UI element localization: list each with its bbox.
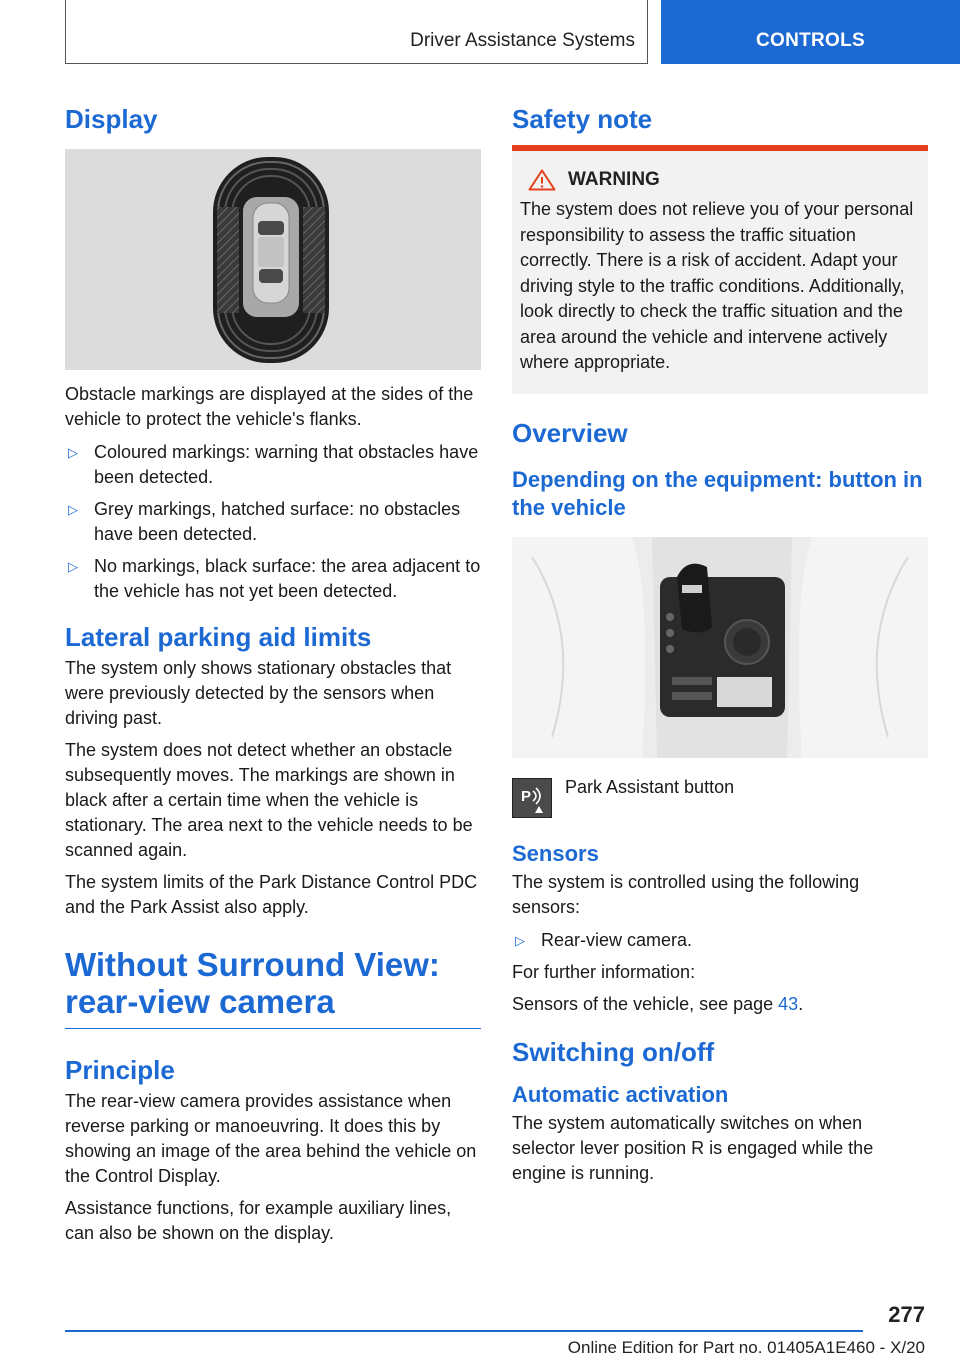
right-column (512, 100, 928, 1186)
center-console-figure (512, 537, 928, 758)
principle-paragraph-1: The rear-view camera provides assistance when reverse parking or manoeuvring. It does this by showing an image of the area behind the vehicle on the Control Display. (65, 1091, 477, 1186)
warning-title (520, 169, 920, 191)
limits-paragraph-1: The system only shows stationary obstacles that were previously detected by the sensors when driving past. (65, 658, 452, 728)
park-assistant-label: Park Assistant button (565, 776, 735, 797)
triangle-bullet-icon: ▷ (515, 932, 525, 948)
limits-paragraph-3: The system limits of the Park Distance Control PDC and the Park Assist also apply. (65, 872, 478, 917)
principle-heading: Principle (65, 1055, 175, 1085)
svg-text:P: P (521, 787, 532, 805)
limits-heading: Lateral parking aid limits (65, 622, 372, 652)
left-column (65, 100, 481, 1246)
rear-view-camera-heading: Without Surround View: rear-view camera (65, 946, 481, 1029)
display-bullet-list (65, 440, 481, 604)
list-item: ▷ Grey markings, hatched surface: no obstacles have been detected. (68, 499, 461, 544)
list-item: ▷ Rear-view camera. (512, 928, 928, 953)
sensors-description: The system is controlled using the following sensors: (512, 871, 860, 917)
sensors-bullet-list (512, 928, 928, 953)
display-description: Obstacle markings are displayed at the sides of the vehicle to protect the vehicle's flanks. (65, 384, 474, 429)
warning-box (512, 145, 928, 394)
further-info: For further information: (512, 961, 696, 982)
sensors-heading: Sensors (512, 840, 599, 866)
parking-display-figure (65, 149, 481, 370)
warning-triangle-icon (528, 169, 556, 191)
limits-paragraph-2: The system does not detect whether an obstacle subsequently moves. The markings are shown in black after a certain time when the vehicle is stationary. The area next to the vehicle needs to be scanned again. (65, 740, 473, 860)
page-number: 277 (888, 1302, 925, 1327)
footer-divider (65, 1330, 863, 1332)
overview-heading: Overview (512, 417, 628, 448)
parking-display-illustration (65, 149, 481, 370)
park-assistant-row (512, 778, 928, 818)
display-heading: Display (65, 104, 158, 134)
warning-label: WARNING (568, 169, 660, 190)
section-title: Driver Assistance Systems (410, 30, 635, 51)
equipment-heading: Depending on the equipment: button in the vehicle (512, 466, 923, 520)
running-header (65, 0, 648, 64)
triangle-bullet-icon: ▷ (68, 559, 78, 574)
park-assistant-icon (512, 778, 552, 818)
page-reference-link[interactable]: 43 (778, 993, 799, 1014)
automatic-activation-heading: Automatic activation (512, 1081, 729, 1107)
list-item: ▷ No markings, black surface: the area adjacent to the vehicle has not yet been detected. (68, 556, 481, 601)
center-console-illustration (512, 537, 928, 758)
chapter-title: CONTROLS (755, 30, 865, 51)
triangle-bullet-icon: ▷ (68, 445, 78, 460)
principle-paragraph-2: Assistance functions, for example auxiliary lines, can also be shown on the display. (65, 1198, 452, 1243)
switching-heading: Switching on/off (512, 1036, 715, 1067)
triangle-bullet-icon: ▷ (68, 502, 78, 517)
list-item: ▷ Coloured markings: warning that obstacles have been detected. (68, 442, 479, 487)
safety-note-heading: Safety note (512, 104, 653, 134)
chapter-tab (661, 0, 960, 64)
edition-text: Online Edition for Part no. 01405A1E460 - X/20 (567, 1338, 925, 1357)
automatic-activation-text: The system automatically switches on when selector lever position R is engaged while the engine is running. (512, 1112, 874, 1183)
warning-text: The system does not relieve you of your personal responsibility to assess the traffic situation correctly. There is a risk of accident. Adapt your driving style to the traffic conditions. Additionally, look directly to check the traffic situation and the area around the vehicle and intervene actively where appropriate. (520, 199, 914, 372)
sensors-reference: Sensors of the vehicle, see page 43. (512, 993, 804, 1014)
